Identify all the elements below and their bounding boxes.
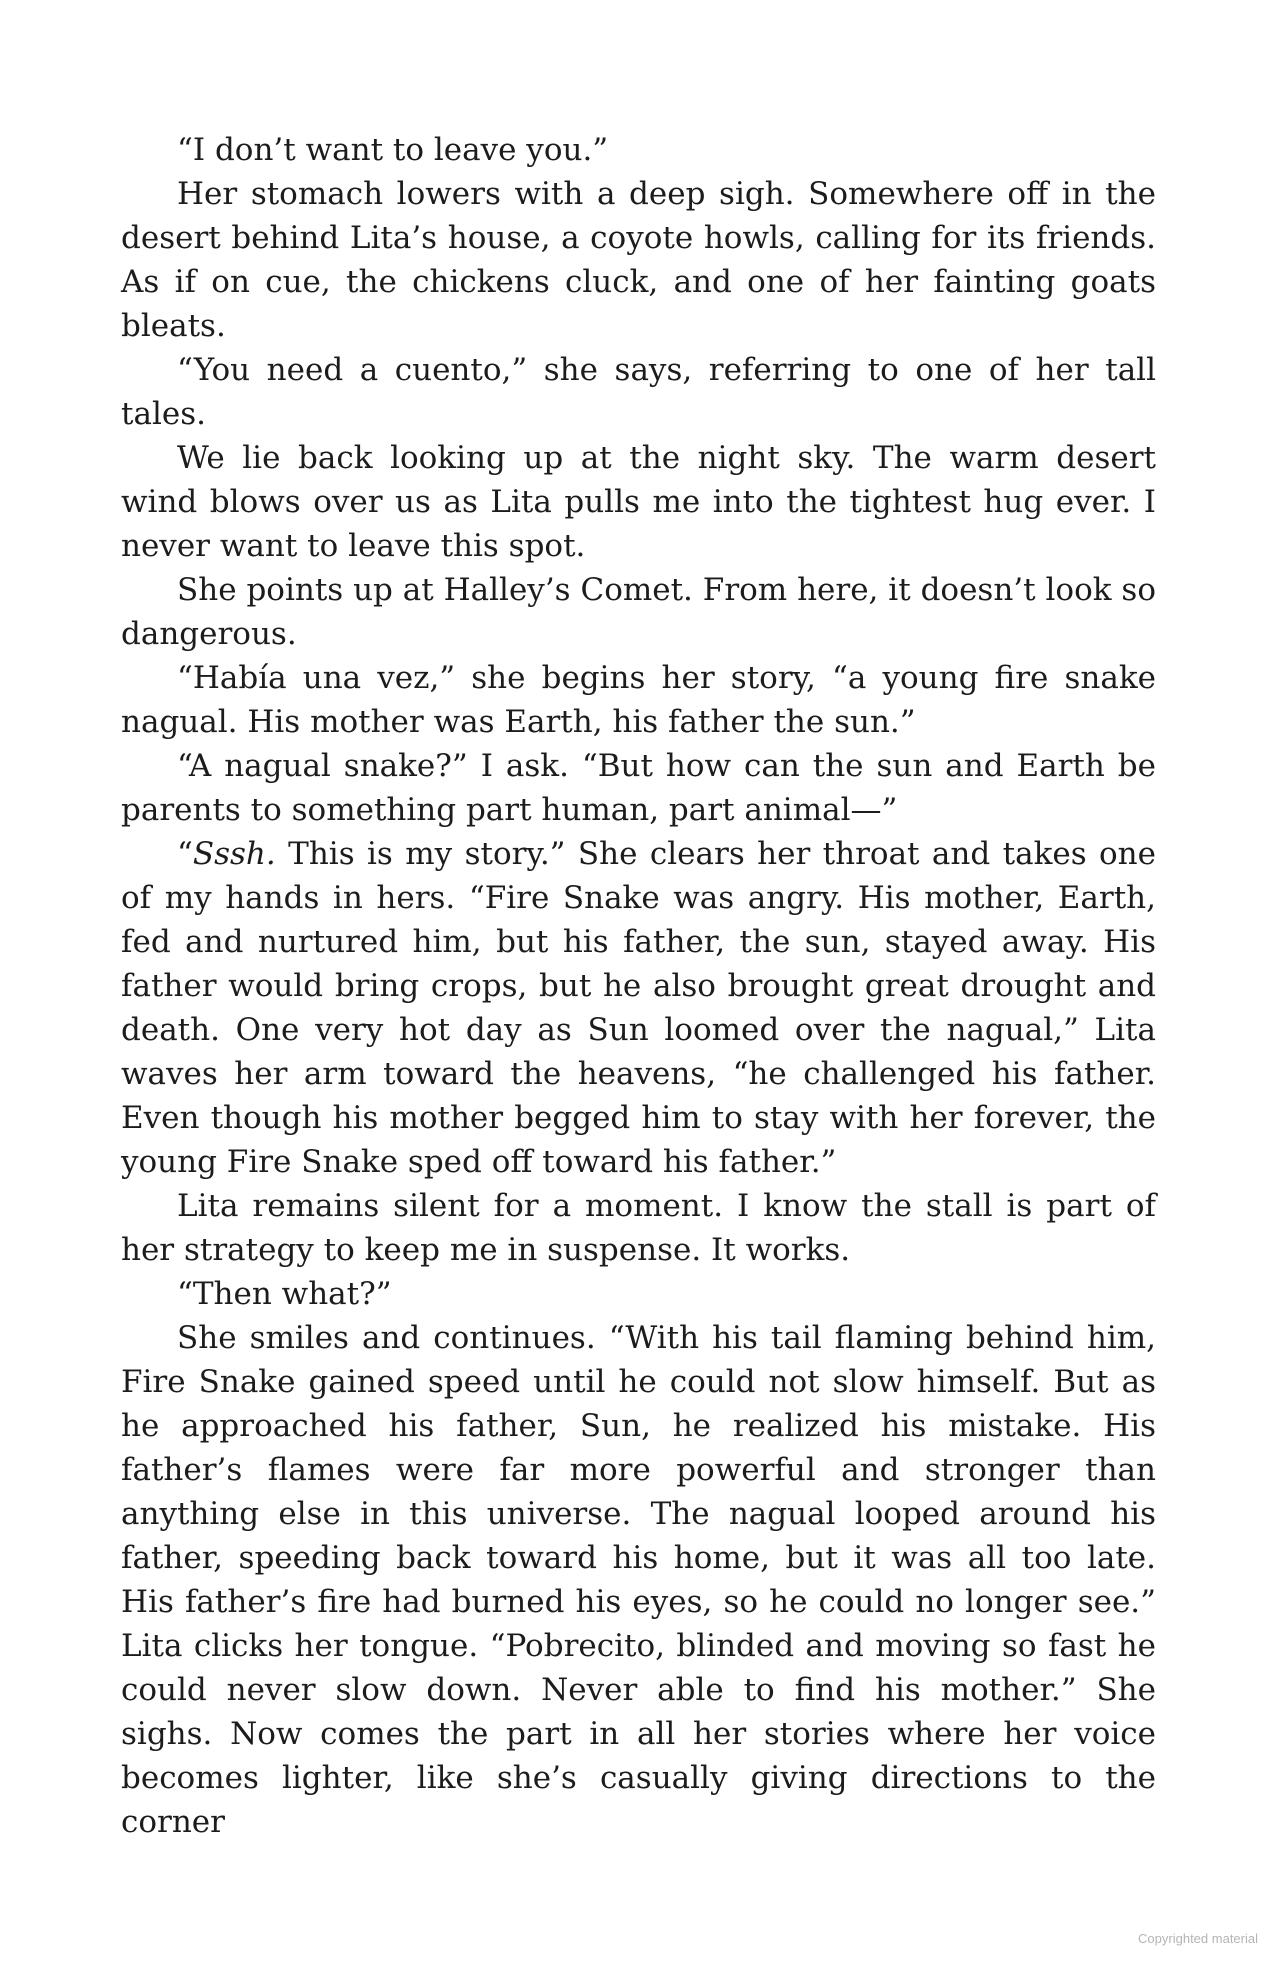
paragraph: She smiles and continues. “With his tail flaming behind him, Fire Snake gained speed until he could not slow himself. But as he approached his father, Sun, he realized his mistake. His father’s flames were far more powerful and stronger than anything else in this universe. The nagual looped around his father, speeding back toward his home, but it was all too late. His father’s fire had burned his eyes, so he could no longer see.” Lita clicks her tongue. “Pobrecito, blinded and moving so fast he could never slow down. Never able to find his mother.” She sighs. Now comes the part in all her stories where her voice becomes lighter, like she’s casually giving directions to the corner	[121, 1320, 1156, 1840]
paragraph: We lie back looking up at the night sky. The warm desert wind blows over us as Lita pulls me into the tightest hug ever. I never want to leave this spot.	[121, 440, 1156, 564]
paragraph: Lita remains silent for a moment. I know the stall is part of her strategy to keep me in suspense. It works.	[121, 1188, 1156, 1268]
paragraph: Her stomach lowers with a deep sigh. Somewhere off in the desert behind Lita’s house, a coyote howls, calling for its friends. As if on cue, the chickens cluck, and one of her fainting goats bleats.	[121, 176, 1156, 344]
paragraph: “Then what?”	[177, 1276, 392, 1312]
copyright-watermark: Copyrighted material	[1138, 1931, 1258, 1946]
paragraph: She points up at Halley’s Comet. From here, it doesn’t look so dangerous.	[121, 572, 1156, 652]
paragraph: “You need a cuento,” she says, referring to one of her tall tales.	[121, 352, 1156, 432]
paragraph: “Había una vez,” she begins her story, “a young fire snake nagual. His mother was Earth, his father the sun.”	[121, 660, 1156, 740]
paragraph: “Sssh. This is my story.” She clears her throat and takes one of my hands in hers. “Fire Snake was angry. His mother, Earth, fed and nurtured him, but his father, the sun, stayed away. His father would bring crops, but he also brought great drought and death. One very hot day as Sun loomed over the nagual,” Lita waves her arm toward the heavens, “he challenged his father. Even though his mother begged him to stay with her forever, the young Fire Snake sped off toward his father.”	[121, 836, 1156, 1180]
paragraph: “I don’t want to leave you.”	[177, 132, 609, 168]
paragraph: “A nagual snake?” I ask. “But how can the sun and Earth be parents to something part human, part animal—”	[121, 748, 1156, 828]
body-text	[121, 128, 1156, 1844]
emphasis-text: Sssh.	[192, 836, 276, 872]
